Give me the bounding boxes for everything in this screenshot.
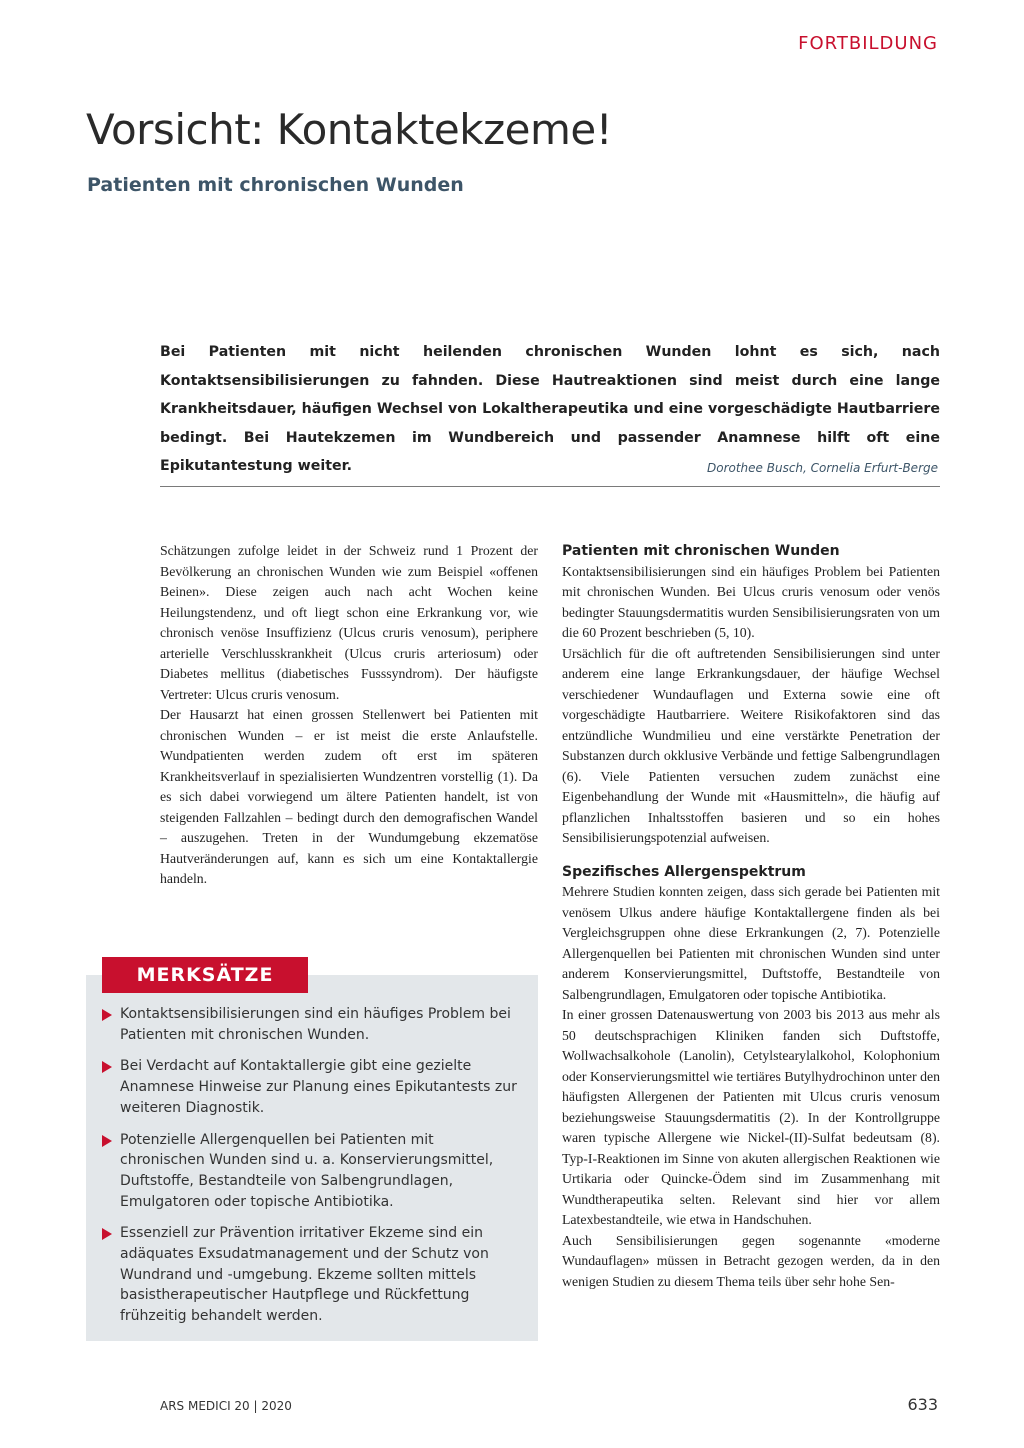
- list-item: [102, 1056, 520, 1118]
- page-number: 633: [907, 1395, 938, 1414]
- footer-journal: ARS MEDICI 20 | 2020: [160, 1399, 292, 1413]
- body-paragraph: Kontaktsensibilisierungen sind ein häufiges Problem bei Patienten mit chronischen Wunden. Bei Ulcus cruris venosum oder venös bedingter Stauungsdermatitis wurden Sensibilisierungsraten von um die 60 Prozent beschrieben (5, 10).: [562, 563, 940, 640]
- left-column: [160, 541, 538, 890]
- triangle-bullet-icon: [102, 1135, 112, 1147]
- divider: [160, 486, 940, 487]
- body-paragraph: Der Hausarzt hat einen grossen Stellenwert bei Patienten mit chronischen Wunden – er ist meist die erste Anlaufstelle. Wundpatienten werden zudem oft erst im späteren Krankheitsverlauf in spezialisierten Wundzentren vorstellig (1). Da es sich dabei vorwiegend um ältere Patienten handelt, ist von steigenden Fallzahlen – bedingt durch den demografischen Wandel – auszugehen. Treten in der Wundumgebung ekzematöse Hautveränderungen auf, kann es sich um eine Kontaktallergie handeln.: [160, 707, 538, 886]
- section-heading: Spezifisches Allergenspektrum: [562, 863, 806, 880]
- merksaetze-heading: MERKSÄTZE: [102, 957, 308, 993]
- merksaetze-list: [102, 1004, 520, 1338]
- article-subtitle: Patienten mit chronischen Wunden: [87, 174, 464, 196]
- section-heading: Patienten mit chronischen Wunden: [562, 543, 840, 559]
- right-column: [562, 541, 940, 1292]
- body-paragraph: Schätzungen zufolge leidet in der Schweiz rund 1 Prozent der Bevölkerung an chronischen Wunden wie zum Beispiel «offenen Beinen». Diese zeigen auch nach acht Wochen keine Heilungstendenz, und oft liegt schon eine Erkrankung vor, wie chronisch venöse Insuffizienz (Ulcus cruris venosum), periphere arterielle Verschlusskrankheit (Ulcus cruris arteriosum) oder Diabetes mellitus (diabetisches Fusssyndrom). Der häufigste Vertreter: Ulcus cruris venosum.: [160, 543, 538, 702]
- list-item-text: Essenziell zur Prävention irritativer Ekzeme sind ein adäquates Exsudatmanagement und der Schutz von Wundrand und -umgebung. Ekzeme sollten mittels basistherapeutischer Hautpflege und Rückfettung frühzeitig behandelt werden.: [120, 1225, 489, 1325]
- list-item-text: Bei Verdacht auf Kontaktallergie gibt eine gezielte Anamnese Hinweise zur Planung eines Epikutantests zur weiteren Diagnostik.: [120, 1058, 517, 1116]
- lead-paragraph: Bei Patienten mit nicht heilenden chronischen Wunden lohnt es sich, nach Kontaktsensibilisierungen zu fahnden. Diese Hautreaktionen sind meist durch eine lange Krankheitsdauer, häufigen Wechsel von Lokaltherapeutika und eine vorgeschädigte Hautbarriere bedingt. Bei Hautekzemen im Wundbereich und passender Anamnese hilft oft eine Epikutantestung weiter.: [160, 344, 940, 474]
- body-paragraph: Ursächlich für die oft auftretenden Sensibilisierungen sind unter anderem eine lange Erkrankungsdauer, der häufige Wechsel verschiedener Wundauflagen und Externa sowie eine oft vorgeschädigte Hautbarriere. Weitere Risikofaktoren sind das entzündliche Wundmilieu und eine verstärkte Penetration der Substanzen durch okklusive Verbände und fettige Salbengrundlagen (6). Viele Patienten versuchen zudem zunächst eine Eigenbehandlung der Wunde mit «Hausmitteln», die häufig auf pflanzlichen Inhaltsstoffen basieren und so ein hohes Sensibilisierungspotenzial aufweisen.: [562, 645, 940, 845]
- list-item: [102, 1223, 520, 1327]
- body-paragraph: Mehrere Studien konnten zeigen, dass sich gerade bei Patienten mit venösem Ulkus andere häufige Kontaktallergene finden als bei Vergleichsgruppen ohne diese Erkrankungen (2, 7). Potenzielle Allergenquellen bei Patienten mit chronischen Wunden sind unter anderem Konservierungsmittel, Duftstoffe, Bestandteile von Salbengrundlagen, Emulgatoren oder topische Antibiotika.: [562, 884, 940, 1002]
- list-item-text: Potenzielle Allergenquellen bei Patienten mit chronischen Wunden sind u. a. Konservierungsmittel, Duftstoffe, Bestandteile von Salbengrundlagen, Emulgatoren oder topische Antibiotika.: [120, 1131, 494, 1210]
- triangle-bullet-icon: [102, 1061, 112, 1073]
- authors: Dorothee Busch, Cornelia Erfurt-Berge: [706, 461, 938, 475]
- list-item: [102, 1004, 520, 1045]
- list-item: [102, 1130, 520, 1213]
- list-item-text: Kontaktsensibilisierungen sind ein häufiges Problem bei Patienten mit chronischen Wunden.: [120, 1006, 511, 1043]
- body-paragraph: In einer grossen Datenauswertung von 2003 bis 2013 aus mehr als 50 deutschsprachigen Kliniken fanden sich Duftstoffe, Wollwachsalkohole (Lanolin), Cetylstearylalkohol, Kolophonium oder Konservierungsmittel wie tertiäres Butylhydrochinon unter den häufigsten Allergenen der Patienten mit Ulcus cruris venosum beziehungsweise Stauungsdermatitis (2). In der Kontrollgruppe waren typische Allergene wie Nickel-(II)-Sulfat bedeutsam (8). Typ-I-Reaktionen im Sinne von akuten allergischen Reaktionen wie Urtikaria oder Quincke-Ödem sind im Zusammenhang mit Wundtherapeutika selten. Relevant sind hier vor allem Latexbestandteile, wie etwa in Handschuhen.: [562, 1007, 940, 1227]
- article-title: Vorsicht: Kontaktekzeme!: [86, 105, 613, 154]
- triangle-bullet-icon: [102, 1009, 112, 1021]
- triangle-bullet-icon: [102, 1228, 112, 1240]
- section-label: FORTBILDUNG: [798, 33, 938, 54]
- body-paragraph: Auch Sensibilisierungen gegen sogenannte «moderne Wundauflagen» müssen in Betracht gezogen werden, da in den wenigen Studien zu diesem Thema teils über sehr hohe Sen-: [562, 1232, 940, 1289]
